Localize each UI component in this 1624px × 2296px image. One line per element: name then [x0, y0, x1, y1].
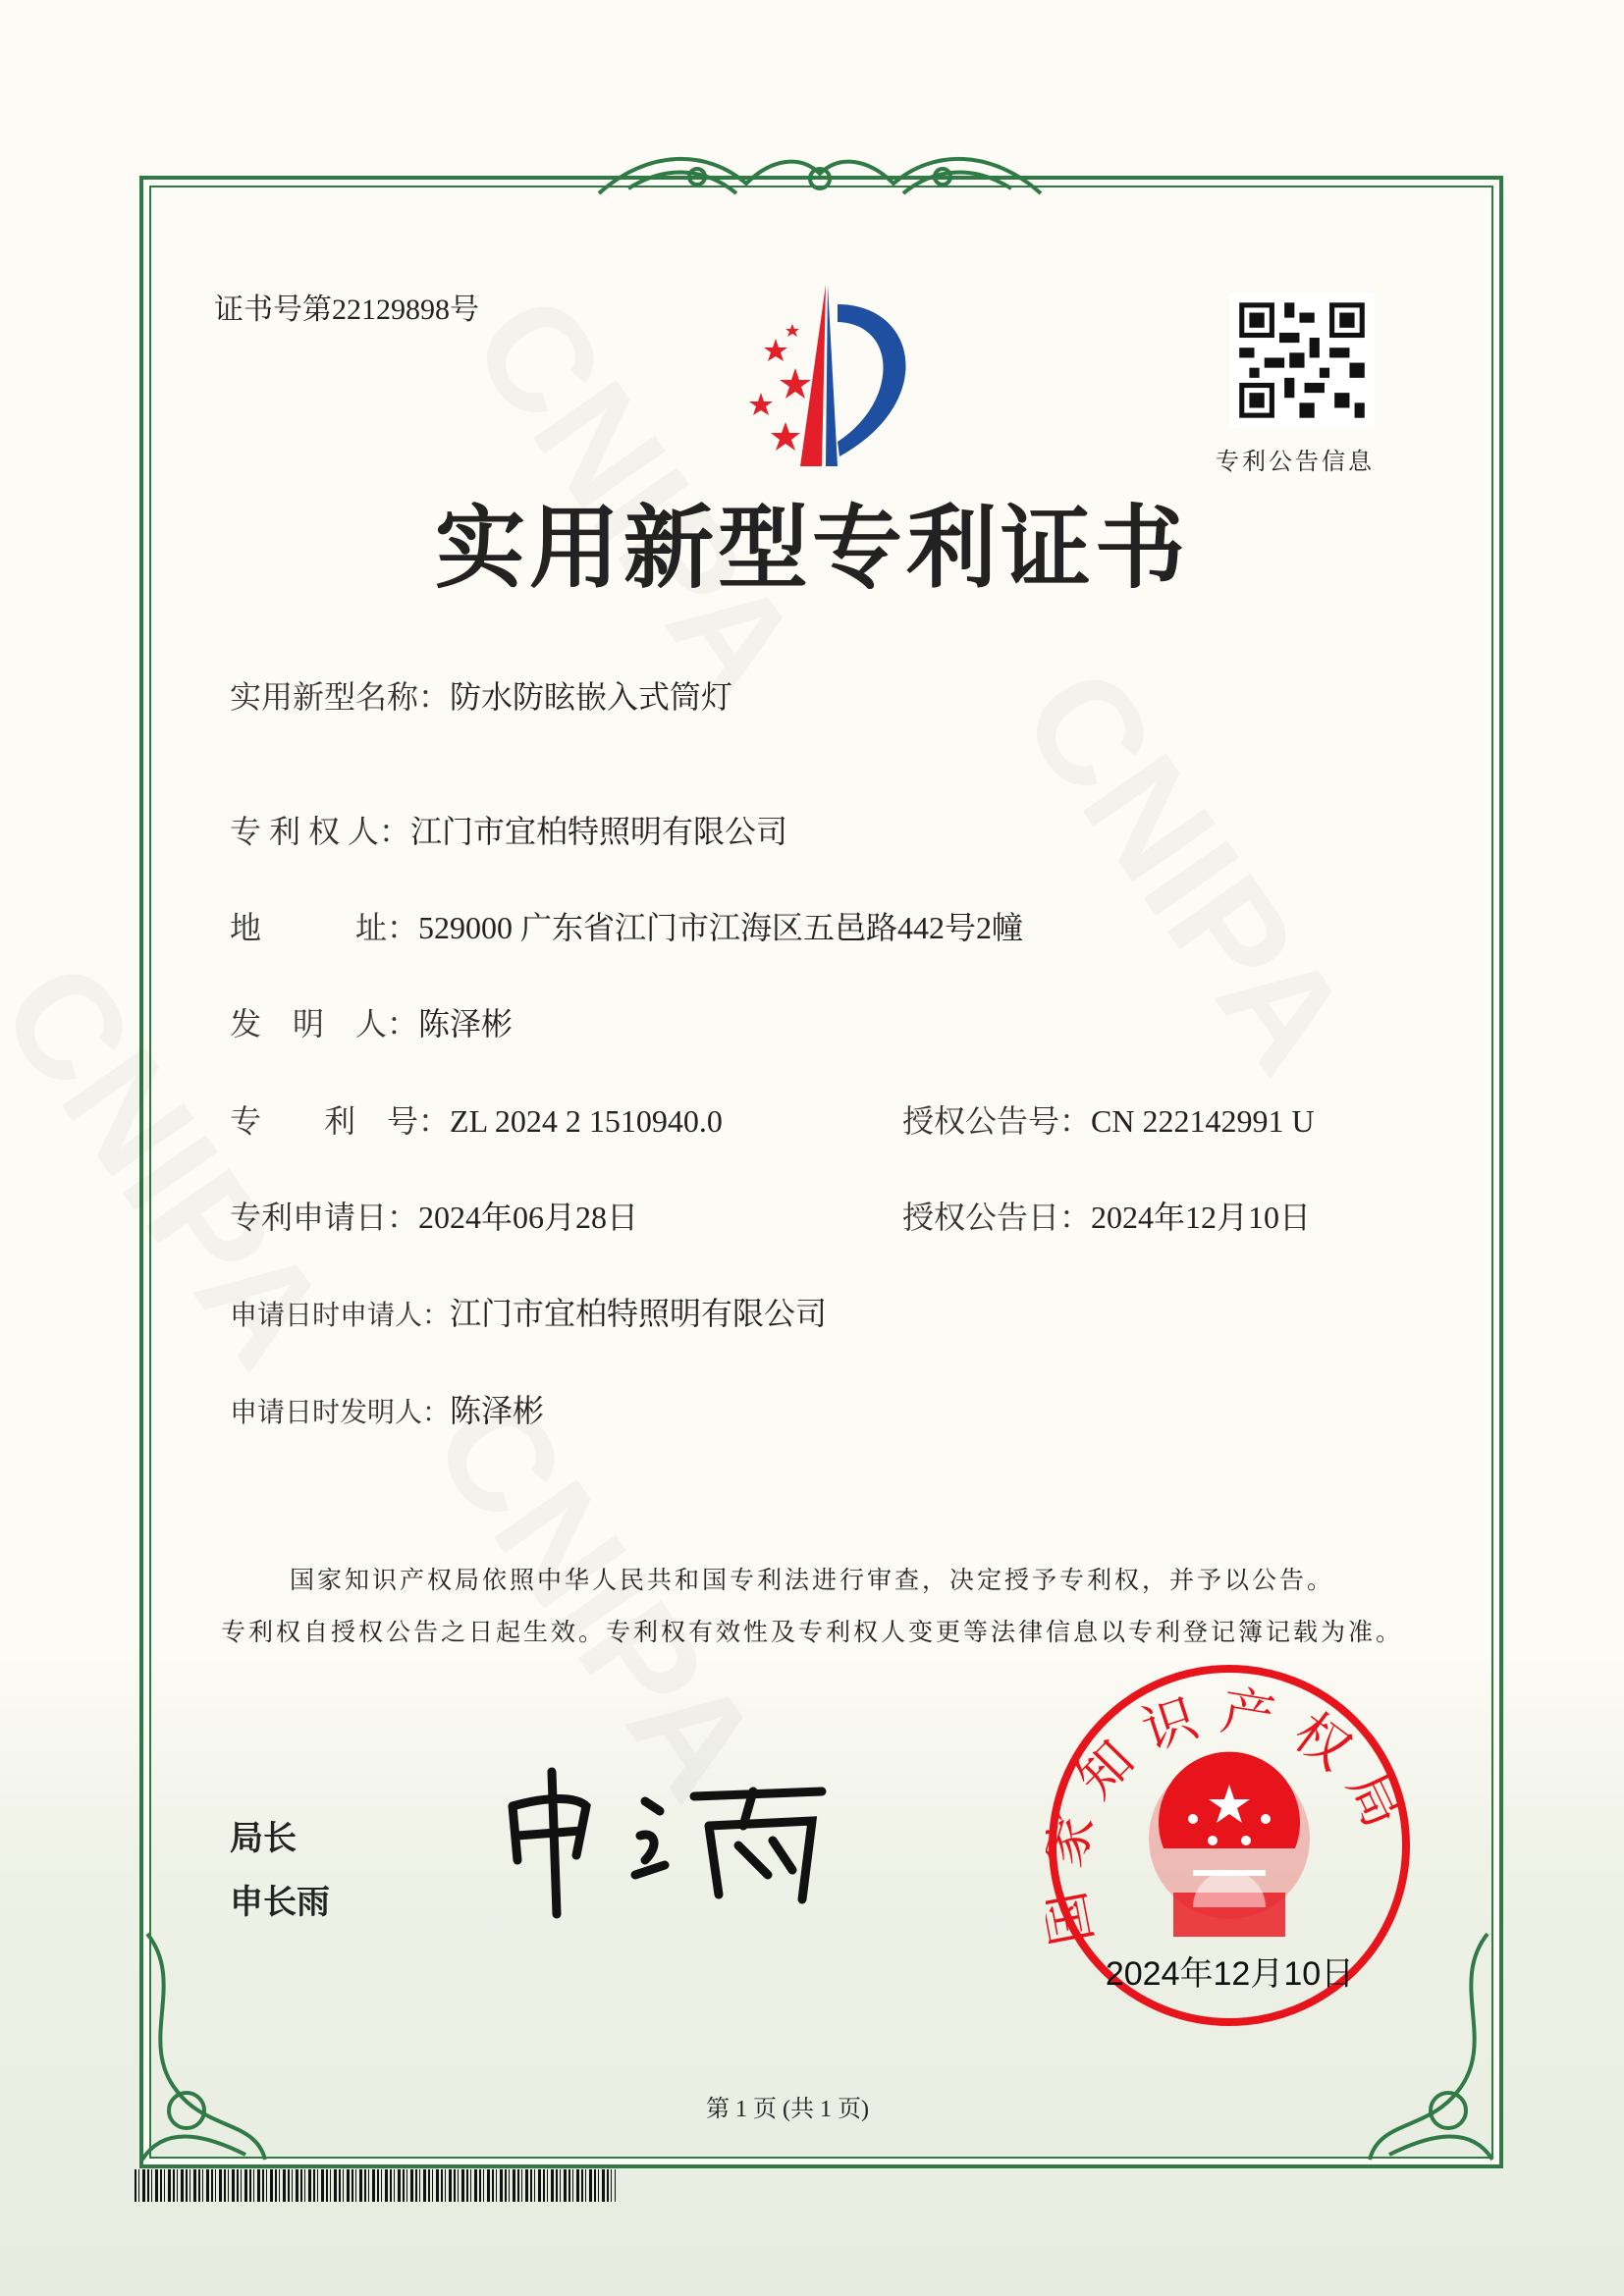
field-label: 授权公告号：	[902, 1103, 1092, 1139]
field-value: ZL 2024 2 1510940.0	[450, 1103, 723, 1139]
field-value: 陈泽彬	[418, 1006, 514, 1041]
field-value: CN 222142991 U	[1091, 1103, 1315, 1139]
field-address	[230, 903, 1023, 948]
field-label: 专 利 号：	[230, 1103, 451, 1139]
top-ornament	[589, 139, 1051, 208]
field-value: 江门市宜柏特照明有限公司	[410, 814, 788, 849]
statement-line: 国家知识产权局依照中华人民共和国专利法进行审查，决定授予专利权，并予以公告。	[289, 1568, 1334, 1594]
document-title: 实用新型专利证书	[434, 496, 1189, 601]
field-value: 防水防眩嵌入式筒灯	[450, 679, 733, 715]
seal-text: 知识产权局	[1064, 1679, 1414, 1853]
director-signature	[498, 1767, 841, 1919]
seal-date: 2024年12月10日	[1105, 1955, 1355, 1993]
qr-caption: 专利公告信息	[1216, 450, 1375, 475]
field-label: 专利申请日：	[230, 1200, 419, 1235]
director-name: 申长雨	[230, 1883, 330, 1922]
field-value: 2024年12月10日	[1091, 1200, 1312, 1235]
field-label: 地 址：	[230, 910, 419, 945]
page-number: 第 1 页 (共 1 页)	[706, 2097, 869, 2122]
field-patent-number	[230, 1096, 723, 1142]
field-label: 实用新型名称：	[230, 679, 451, 715]
field-patentee	[230, 807, 787, 852]
field-label: 专 利 权 人：	[230, 814, 411, 849]
field-applicant-at-filing	[230, 1289, 827, 1334]
statement-line: 专利权自授权公告之日起生效。专利权有效性及专利权人变更等法律信息以专利登记簿记载为准。	[220, 1620, 1403, 1646]
field-label: 授权公告日：	[902, 1200, 1092, 1235]
field-label: 发 明 人：	[230, 1006, 419, 1041]
certificate-number: 证书号第22129898号	[214, 294, 479, 326]
field-value: 529000 广东省江门市江海区五邑路442号2幢	[418, 910, 1024, 945]
field-grant-publication-number	[902, 1096, 1315, 1142]
field-value: 2024年06月28日	[418, 1200, 639, 1235]
field-inventor-at-filing	[230, 1386, 544, 1431]
field-utility-model-name	[230, 672, 732, 718]
cnipa-logo	[702, 285, 943, 466]
field-inventor	[230, 999, 513, 1044]
field-application-date	[230, 1193, 638, 1238]
field-value: 陈泽彬	[450, 1393, 545, 1428]
bottom-left-ornament	[128, 1924, 275, 2169]
barcode	[135, 2169, 616, 2202]
director-title: 局长	[230, 1819, 297, 1858]
qr-code[interactable]	[1229, 293, 1375, 428]
field-label: 申请日时申请人：	[230, 1301, 451, 1331]
field-value: 江门市宜柏特照明有限公司	[450, 1296, 828, 1331]
field-grant-publication-date	[902, 1193, 1311, 1238]
official-seal	[1046, 1662, 1414, 2030]
field-label: 申请日时发明人：	[230, 1398, 451, 1428]
